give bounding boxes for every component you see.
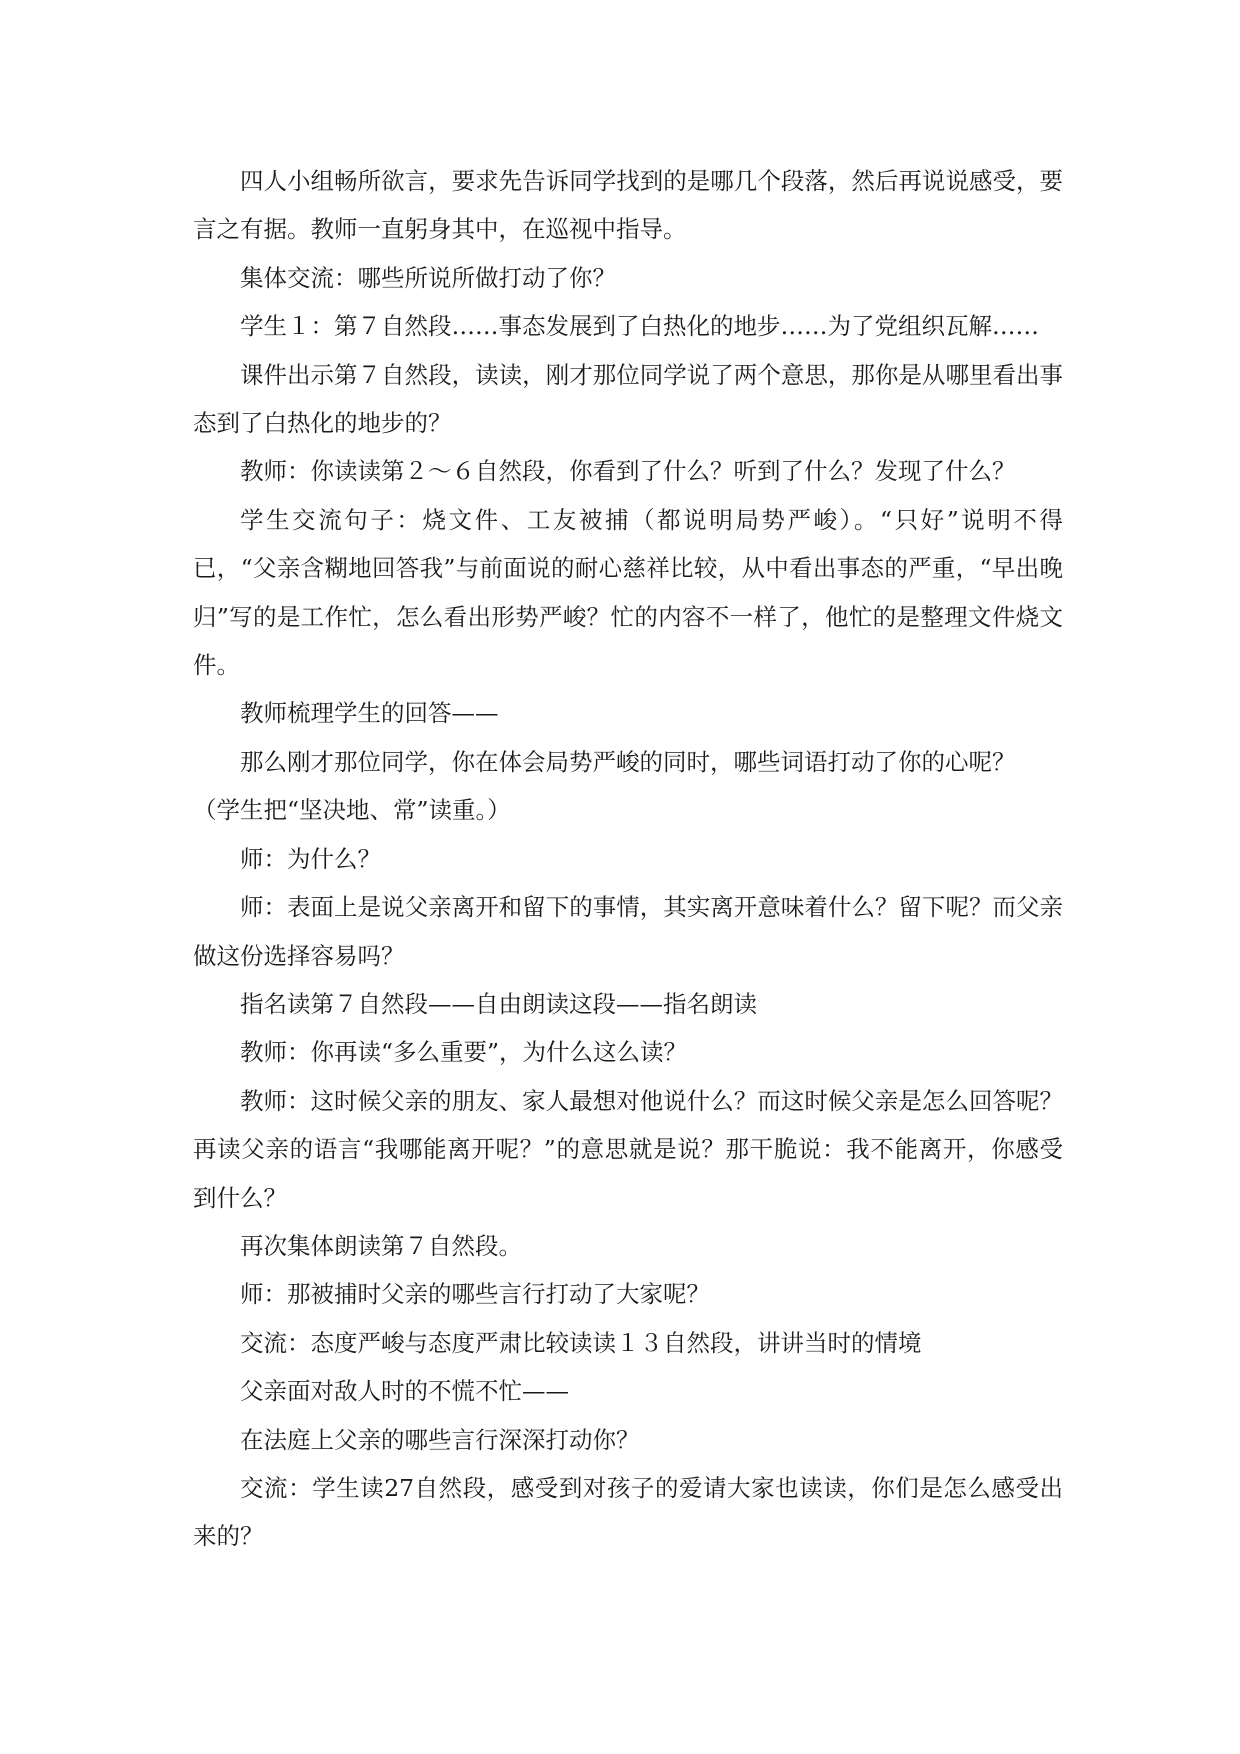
paragraph-15: 再次集体朗读第７自然段。	[240, 1231, 522, 1260]
paragraph-16: 师：那被捕时父亲的哪些言行打动了大家呢？	[240, 1280, 710, 1309]
paragraph-11: 师：表面上是说父亲离开和留下的事情，其实离开意味着什么？留下呢？而父亲做这份选择容易吗？	[193, 893, 1063, 970]
paragraph-8: 那么刚才那位同学，你在体会局势严峻的同时，哪些词语打动了你的心呢？	[240, 747, 1016, 776]
paragraph-5: 教师：你读读第２～６自然段，你看到了什么？听到了什么？发现了什么？	[240, 457, 1016, 486]
paragraph-19: 在法庭上父亲的哪些言行深深打动你？	[240, 1425, 640, 1454]
paragraph-13: 教师：你再读“多么重要”，为什么这么读？	[240, 1038, 688, 1067]
paragraph-10: 师：为什么？	[240, 844, 381, 873]
paragraph-12: 指名读第７自然段——自由朗读这段——指名朗读	[240, 989, 757, 1018]
paragraph-14: 教师：这时候父亲的朋友、家人最想对他说什么？而这时候父亲是怎么回答呢？再读父亲的语言“我哪能离开呢？”的意思就是说？那干脆说：我不能离开，你感受到什么？	[193, 1086, 1063, 1212]
paragraph-20: 交流：学生读27自然段，感受到对孩子的爱请大家也读读，你们是怎么感受出来的？	[193, 1473, 1063, 1551]
paragraph-17: 交流：态度严峻与态度严肃比较读读１３自然段，讲讲当时的情境	[240, 1328, 922, 1357]
document-body	[193, 157, 1063, 1561]
paragraph-3: 学生１：第７自然段……事态发展到了白热化的地步……为了党组织瓦解……	[240, 312, 1039, 341]
paragraph-1: 四人小组畅所欲言，要求先告诉同学找到的是哪几个段落，然后再说说感受，要言之有据。教师一直躬身其中，在巡视中指导。	[193, 167, 1063, 244]
paragraph-7: 教师梳理学生的回答——	[240, 699, 499, 728]
paragraph-9: （学生把“坚决地、常”读重。）	[193, 796, 511, 825]
paragraph-18: 父亲面对敌人时的不慌不忙——	[240, 1377, 569, 1406]
paragraph-6: 学生交流句子：烧文件、工友被捕（都说明局势严峻）。“只好”说明不得已，“父亲含糊地回答我”与前面说的耐心慈祥比较，从中看出事态的严重，“早出晚归”写的是工作忙，怎么看出形势严峻？忙的内容不一样了，他忙的是整理文件烧文件。	[193, 505, 1063, 680]
paragraph-4: 课件出示第７自然段，读读，刚才那位同学说了两个意思，那你是从哪里看出事态到了白热化的地步的？	[193, 360, 1063, 438]
paragraph-2: 集体交流：哪些所说所做打动了你？	[240, 263, 616, 292]
